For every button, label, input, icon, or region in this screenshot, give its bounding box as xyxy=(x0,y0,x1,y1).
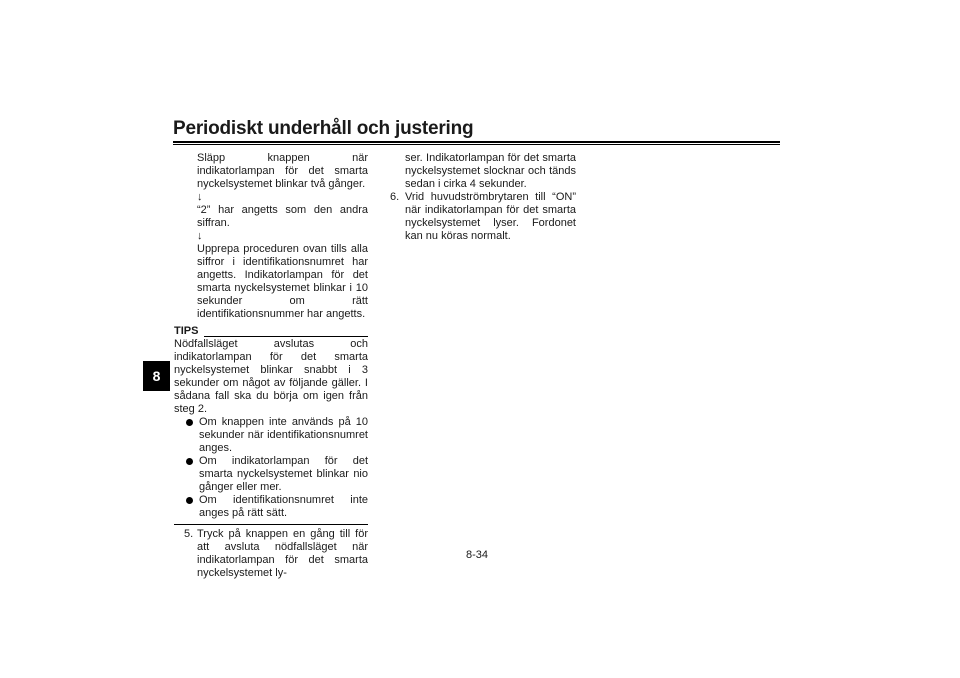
step-number: 6. xyxy=(390,191,400,203)
page-title: Periodiskt underhåll och justering xyxy=(173,118,474,139)
instruction-second-digit: “2” har angetts som den andra siffran. xyxy=(197,204,368,229)
step-6 xyxy=(388,191,576,243)
step-text: Tryck på knappen en gång till för att avsluta nödfallsläget när indikatorlampan för det smarta nyckelsystemet ly- xyxy=(197,528,368,579)
bullet-icon xyxy=(186,419,193,426)
page-number: 8-34 xyxy=(466,549,489,561)
instruction-repeat: Upprepa proceduren ovan tills alla siffror i identifikationsnumret har angetts. Indikatorlampan för det smarta nyckelsystemet blinkar i 10 sekunder om rätt identifikationsnummer har angetts. xyxy=(197,243,368,320)
chapter-number: 8 xyxy=(152,368,161,384)
left-column xyxy=(174,152,368,580)
step-number: 5. xyxy=(184,528,194,540)
tips-bullet-list xyxy=(174,416,368,520)
step-5 xyxy=(174,528,368,580)
tips-bullet-item xyxy=(174,455,368,494)
bullet-icon xyxy=(186,458,193,465)
tips-bullet-item xyxy=(174,494,368,520)
bullet-icon xyxy=(186,497,193,504)
tips-end-rule xyxy=(174,524,368,525)
tips-body: Nödfallsläget avslutas och indikatorlampan för det smarta nyckelsystemet blinkar snabbt i 3 sekunder om något av följande gäller. I sådana fall ska du börja om igen från steg 2. xyxy=(174,338,368,415)
step-5-continuation: ser. Indikatorlampan för det smarta nyckelsystemet slocknar och tänds sedan i cirka 4 sekunder. xyxy=(405,152,576,190)
header-rule xyxy=(173,141,780,145)
right-column xyxy=(388,152,576,243)
tips-heading xyxy=(174,325,368,338)
tips-bullet-text: Om indikatorlampan för det smarta nyckelsystemet blinkar nio gånger eller mer. xyxy=(199,455,368,493)
tips-bullet-text: Om knappen inte används på 10 sekunder när identifikationsnumret anges. xyxy=(199,416,368,454)
instruction-release-button: Släpp knappen när indikatorlampan för det smarta nyckelsystemet blinkar två gånger. xyxy=(197,152,368,190)
tips-label: TIPS xyxy=(174,325,199,337)
tips-bullet-text: Om identifikationsnumret inte anges på rätt sätt. xyxy=(199,494,368,519)
down-arrow-icon: ↓ xyxy=(197,191,203,203)
tips-rule xyxy=(204,336,368,337)
step-text: Vrid huvudströmbrytaren till “ON” när indikatorlampan för det smarta nyckelsystemet lyser. Fordonet kan nu köras normalt. xyxy=(405,191,576,242)
down-arrow-icon: ↓ xyxy=(197,230,203,242)
tips-bullet-item xyxy=(174,416,368,455)
chapter-tab xyxy=(143,361,170,391)
